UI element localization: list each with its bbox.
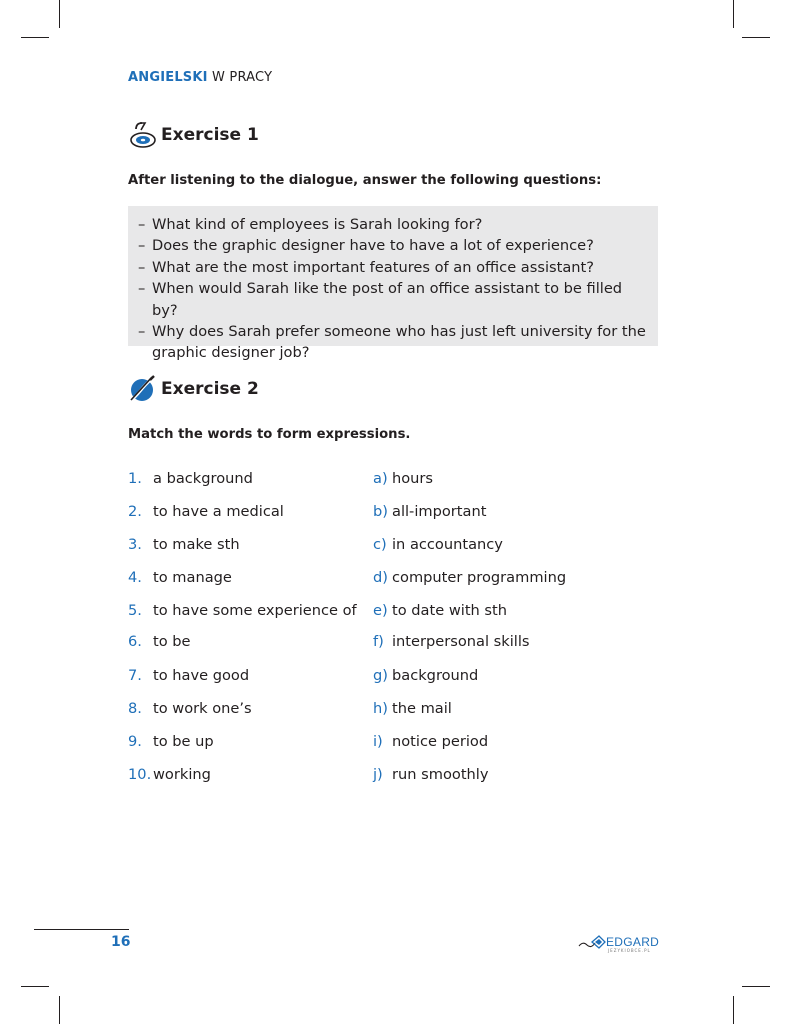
right-item: [373, 470, 433, 487]
item-letter: a): [373, 470, 388, 487]
left-item: [128, 766, 211, 783]
left-item: [128, 633, 191, 650]
header-subtitle: W PRACY: [212, 70, 273, 85]
header-brand: ANGIELSKI: [128, 70, 208, 85]
item-text: to have some experience of: [153, 602, 357, 619]
right-item: [373, 667, 478, 684]
item-letter: h): [373, 700, 388, 717]
crop-mark: [21, 986, 49, 987]
crop-mark: [733, 0, 734, 28]
right-item: [373, 633, 530, 650]
item-text: background: [392, 667, 479, 684]
item-number: 5.: [128, 602, 142, 619]
item-text: hours: [392, 470, 434, 487]
right-item: [373, 536, 503, 553]
headphones-cd-icon: [128, 120, 158, 150]
questions-box: [128, 206, 658, 362]
item-text: a background: [153, 470, 253, 487]
item-letter: f): [373, 633, 384, 650]
page-number: 16: [111, 934, 131, 950]
item-letter: g): [373, 667, 388, 684]
edgard-logo-icon: [578, 934, 606, 950]
exercise2-instruction: Match the words to form expressions.: [128, 427, 411, 442]
item-letter: e): [373, 602, 388, 619]
left-item: [128, 700, 252, 717]
item-text: the mail: [392, 700, 452, 717]
item-number: 7.: [128, 667, 142, 684]
right-item: [373, 766, 488, 783]
question-text: What are the most important features of an office assistant?: [152, 258, 594, 276]
crop-mark: [21, 37, 49, 38]
item-number: 4.: [128, 569, 142, 586]
right-item: [373, 602, 507, 619]
right-item: [373, 569, 566, 586]
edgard-logo: [578, 934, 660, 953]
item-number: 8.: [128, 700, 142, 717]
exercise1-instruction: After listening to the dialogue, answer the following questions:: [128, 173, 602, 188]
question-text: Why does Sarah prefer someone who has just left university for the graphic designer job?: [152, 323, 646, 362]
item-text: computer programming: [392, 569, 567, 586]
dash-bullet: –: [138, 258, 146, 276]
item-letter: i): [373, 733, 383, 750]
logo-text: EDGARD: [606, 935, 660, 949]
item-text: to make sth: [153, 536, 240, 553]
logo-tagline: JEZYKIOBCE.PL: [608, 948, 651, 953]
item-number: 1.: [128, 470, 142, 487]
item-number: 9.: [128, 733, 142, 750]
item-text: all-important: [392, 503, 487, 520]
left-item: [128, 602, 357, 619]
item-text: run smoothly: [392, 766, 489, 783]
left-item: [128, 667, 249, 684]
item-letter: j): [373, 766, 383, 783]
item-text: to work one’s: [153, 700, 252, 717]
item-text: interpersonal skills: [392, 633, 530, 650]
left-item: [128, 536, 240, 553]
dash-bullet: –: [138, 280, 146, 298]
item-text: in accountancy: [392, 536, 503, 553]
exercise1-title: Exercise 1: [161, 125, 259, 145]
question-text: When would Sarah like the post of an office assistant to be filled by?: [152, 280, 623, 319]
item-text: to date with sth: [392, 602, 508, 619]
questions-list: [128, 206, 658, 364]
dash-bullet: –: [138, 237, 146, 255]
exercise2-title: Exercise 2: [161, 379, 259, 399]
crop-mark: [59, 0, 60, 28]
right-item: [373, 503, 486, 520]
list-item: [138, 257, 652, 278]
right-item: [373, 700, 452, 717]
left-item: [128, 569, 232, 586]
item-text: to have good: [153, 667, 250, 684]
crop-mark: [733, 996, 734, 1024]
question-text: Does the graphic designer have to have a lot of experience?: [152, 237, 594, 255]
item-text: to manage: [153, 569, 232, 586]
item-number: 6.: [128, 633, 142, 650]
left-item: [128, 503, 284, 520]
running-header: [128, 70, 272, 85]
exercise1-heading: [128, 120, 259, 150]
footer-rule: [34, 929, 129, 930]
item-letter: d): [373, 569, 388, 586]
right-item: [373, 733, 488, 750]
crop-mark: [59, 996, 60, 1024]
dash-bullet: –: [138, 216, 146, 233]
item-text: to be up: [153, 733, 214, 750]
crop-mark: [742, 37, 770, 38]
list-item: [138, 235, 652, 256]
item-number: 2.: [128, 503, 142, 520]
item-text: to be: [153, 633, 191, 650]
item-text: notice period: [392, 733, 489, 750]
crop-mark: [742, 986, 770, 987]
pen-writing-icon: [128, 374, 158, 404]
question-text: What kind of employees is Sarah looking for?: [152, 216, 483, 233]
item-number: 3.: [128, 536, 142, 553]
item-number: 10.: [128, 766, 152, 783]
dash-bullet: –: [138, 323, 146, 341]
item-text: to have a medical: [153, 503, 284, 520]
item-letter: b): [373, 503, 388, 520]
list-item: [138, 321, 652, 364]
item-letter: c): [373, 536, 387, 553]
list-item: [138, 278, 652, 321]
left-item: [128, 733, 214, 750]
list-item: [138, 214, 652, 235]
item-text: working: [153, 766, 211, 783]
exercise2-heading: [128, 374, 259, 404]
left-item: [128, 470, 253, 487]
